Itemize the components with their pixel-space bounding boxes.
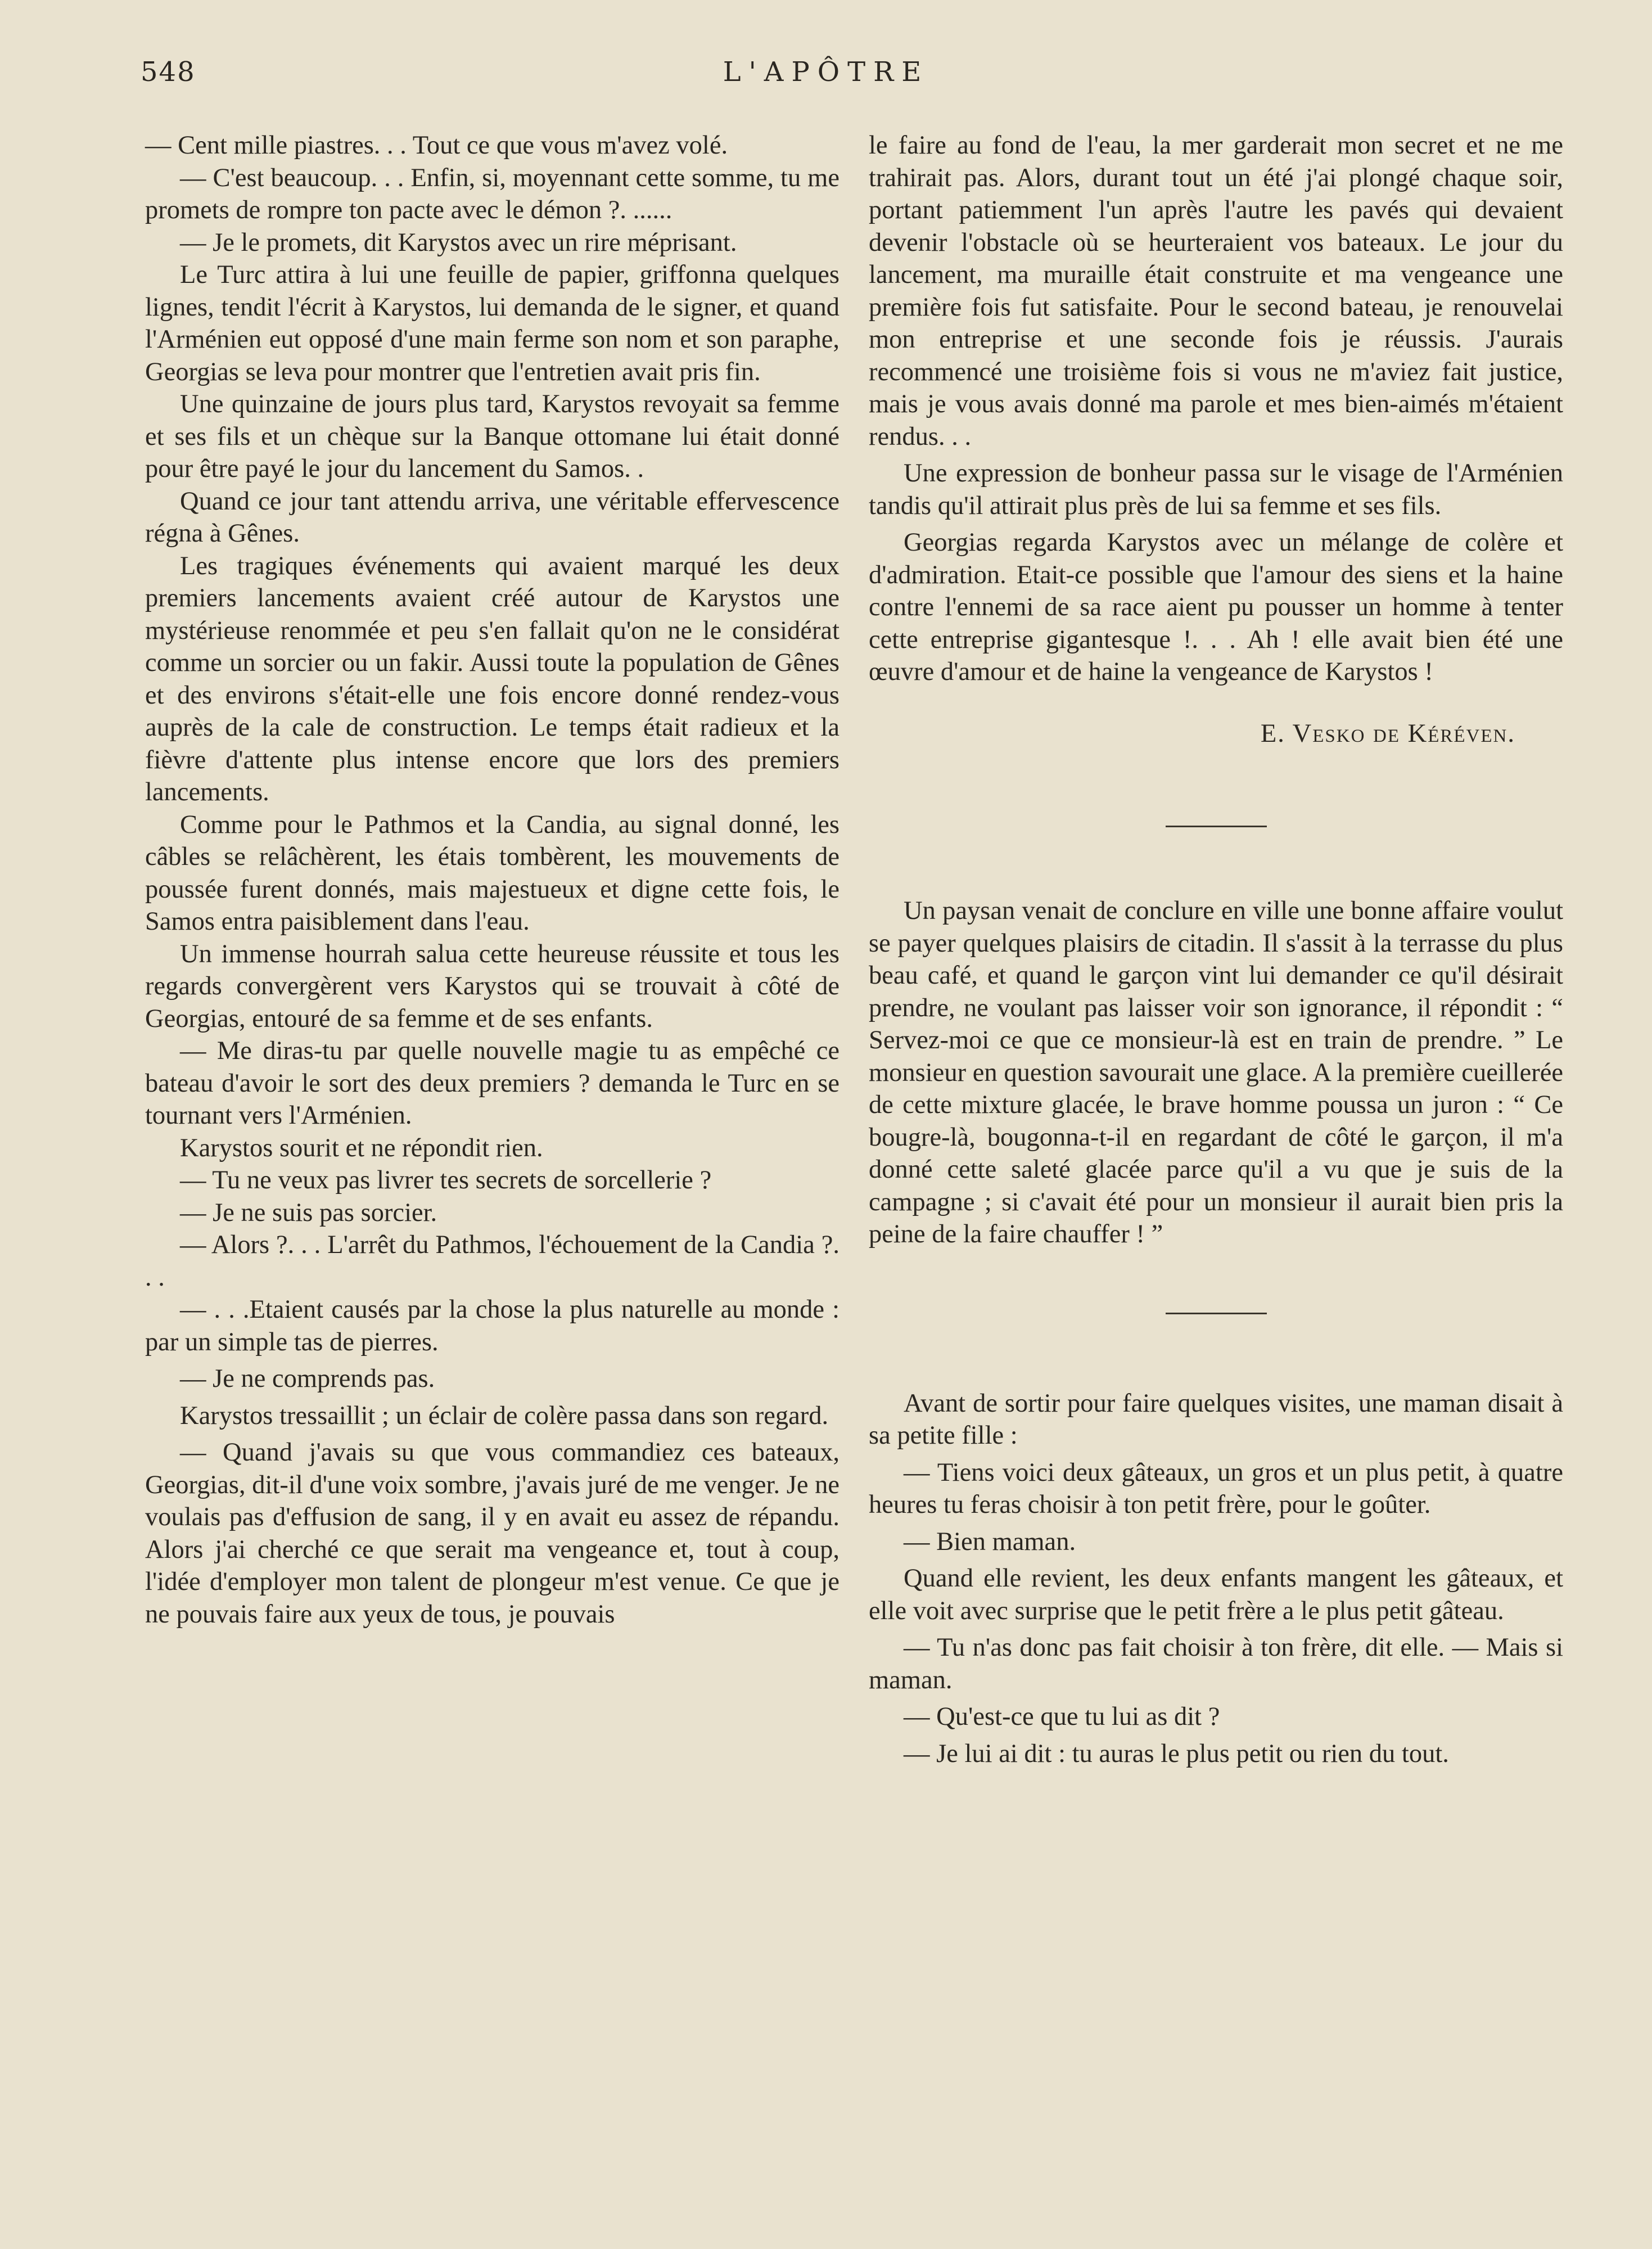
anecdote-paragraph: — Tiens voici deux gâteaux, un gros et un plus petit, à quatre heures tu feras choisir à ton petit frère, pour le goûter. bbox=[869, 1458, 1563, 1519]
anecdote-paragraph: — Qu'est-ce que tu lui as dit ? bbox=[904, 1702, 1220, 1731]
paragraph: — Je ne comprends pas. bbox=[180, 1364, 435, 1393]
paragraph: Une quinzaine de jours plus tard, Karystos revoyait sa femme et ses fils et un chèque sur la Banque ottomane lui était donné pour être payé le jour du lancement du Samos. . bbox=[145, 390, 839, 483]
page-number: 548 bbox=[141, 56, 196, 88]
paragraph: Un immense hourrah salua cette heureuse réussite et tous les regards convergèrent vers Karystos qui se trouvait à côté de Georgias, entouré de sa femme et de ses enfants. bbox=[145, 939, 839, 1033]
paragraph: Les tragiques événements qui avaient marqué les deux premiers lancements avaient créé autour de Karystos une mystérieuse renommée et peu s'en fallait qu'on ne le considérat comme un sorcier ou un fakir. Aussi toute la population de Gênes et des environs s'était-elle une fois encore donné rendez-vous auprès de la cale de construction. Le temps était radieux et la fièvre d'attente plus intense encore que lors des premiers lancements. bbox=[145, 551, 839, 806]
anecdote-paragraph: — Je lui ai dit : tu auras le plus petit ou rien du tout. bbox=[904, 1739, 1449, 1768]
anecdote-paragraph: — Bien maman. bbox=[904, 1527, 1076, 1556]
paragraph: Le Turc attira à lui une feuille de papier, griffonna quelques lignes, tendit l'écrit à Karystos, lui demanda de le signer, et quand l'Arménien eut opposé d'une main ferme son nom et son paraphe, Georgias se leva pour montrer que l'entretien avait pris fin. bbox=[145, 260, 839, 386]
paragraph: le faire au fond de l'eau, la mer garderait mon secret et ne me trahirait pas. Alors, durant tout un été j'ai plongé chaque soir, portant patiemment l'un après l'autre les pavés qui devaient devenir l'obstacle où se heurteraient vos bateaux. Le jour du lancement, ma muraille était construite et ma vengeance une première fois fut satisfaite. Pour le second bateau, je renouvelai mon entreprise et une seconde fois je réussis. J'aurais recommencé une troisième fois si vous ne m'aviez fait justice, mais je vous avais donné ma parole et mes bien-aimés m'étaient rendus. . . bbox=[869, 131, 1563, 451]
paragraph: — Me diras-tu par quelle nouvelle magie tu as empêché ce bateau d'avoir le sort des deux premiers ? demanda le Turc en se tournant vers l'Arménien. bbox=[145, 1036, 839, 1130]
section-divider bbox=[1166, 1313, 1267, 1314]
paragraph: — Je le promets, dit Karystos avec un rire méprisant. bbox=[180, 228, 737, 257]
anecdote-paragraph: Quand elle revient, les deux enfants mangent les gâteaux, et elle voit avec surprise que le petit frère a le plus petit gâteau. bbox=[869, 1564, 1563, 1625]
right-column bbox=[869, 129, 1563, 1770]
paragraph: Karystos tressaillit ; un éclair de colère passa dans son regard. bbox=[180, 1401, 829, 1430]
paragraph: Une expression de bonheur passa sur le visage de l'Arménien tandis qu'il attirait plus près de lui sa femme et ses fils. bbox=[869, 459, 1563, 520]
paragraph: — Tu ne veux pas livrer tes secrets de sorcellerie ? bbox=[180, 1166, 712, 1195]
paragraph: — Alors ?. . . L'arrêt du Pathmos, l'échouement de la Candia ?. . . bbox=[145, 1231, 839, 1292]
author-signature: E. Vesko de Kéréven. bbox=[1260, 719, 1515, 748]
paragraph: Georgias regarda Karystos avec un mélange de colère et d'admiration. Etait-ce possible que l'amour des siens et la haine contre l'ennemi de sa race aient pu pousser un homme à tenter cette entreprise gigantesque !. . . Ah ! elle avait bien été une œuvre d'amour et de haine la vengeance de Karystos ! bbox=[869, 528, 1563, 686]
running-title: L'APÔTRE bbox=[723, 56, 929, 88]
paragraph: Quand ce jour tant attendu arriva, une véritable effervescence régna à Gênes. bbox=[145, 486, 839, 548]
paragraph: Karystos sourit et ne répondit rien. bbox=[180, 1133, 543, 1162]
page-header bbox=[141, 56, 1511, 96]
section-divider bbox=[1166, 826, 1267, 827]
paragraph: — . . .Etaient causés par la chose la plus naturelle au monde : par un simple tas de pierres. bbox=[145, 1295, 839, 1356]
paragraph: Comme pour le Pathmos et la Candia, au signal donné, les câbles se relâchèrent, les étais tombèrent, les mouvements de poussée furent donnés, mais majestueux et digne cette fois, le Samos entra paisiblement dans l'eau. bbox=[145, 810, 839, 936]
anecdote-paragraph: Un paysan venait de conclure en ville une bonne affaire voulut se payer quelques plaisirs de citadin. Il s'assit à la terrasse du plus beau café, et quand le garçon vint lui demander ce qu'il désirait prendre, ne voulant pas laisser voir son ignorance, il répondit : “ Servez-moi ce que ce monsieur-là est en train de prendre. ” Le monsieur en question savourait une glace. A la première cueillerée de cette mixture glacée, le brave homme poussa un juron : “ Ce bougre-là, bougonna-t-il en regardant de côté le garçon, il m'a donné cette saleté glacée parce qu'il a vu que je suis de la campagne ; si c'avait été pour un monsieur il aurait bien pris la peine de la faire chauffer ! ” bbox=[869, 896, 1563, 1249]
paragraph: — Cent mille piastres. . . Tout ce que vous m'avez volé. bbox=[145, 131, 728, 160]
anecdote-paragraph: — Tu n'as donc pas fait choisir à ton frère, dit elle. — Mais si maman. bbox=[869, 1633, 1563, 1694]
anecdote-paragraph: Avant de sortir pour faire quelques visites, une maman disait à sa petite fille : bbox=[869, 1389, 1563, 1450]
paragraph: — Quand j'avais su que vous commandiez ces bateaux, Georgias, dit-il d'une voix sombre, j'avais juré de me venger. Je ne voulais pas d'effusion de sang, il y en avait eu assez de répandu. Alors j'ai cherché ce que serait ma vengeance et, tout à coup, l'idée d'employer mon talent de plongeur m'est venue. Ce que je ne pouvais faire aux yeux de tous, je pouvais bbox=[145, 1438, 839, 1629]
paragraph: — C'est beaucoup. . . Enfin, si, moyennant cette somme, tu me promets de rompre ton pacte avec le démon ?. ...... bbox=[145, 163, 839, 224]
left-column bbox=[145, 129, 839, 1630]
paragraph: — Je ne suis pas sorcier. bbox=[180, 1198, 437, 1227]
